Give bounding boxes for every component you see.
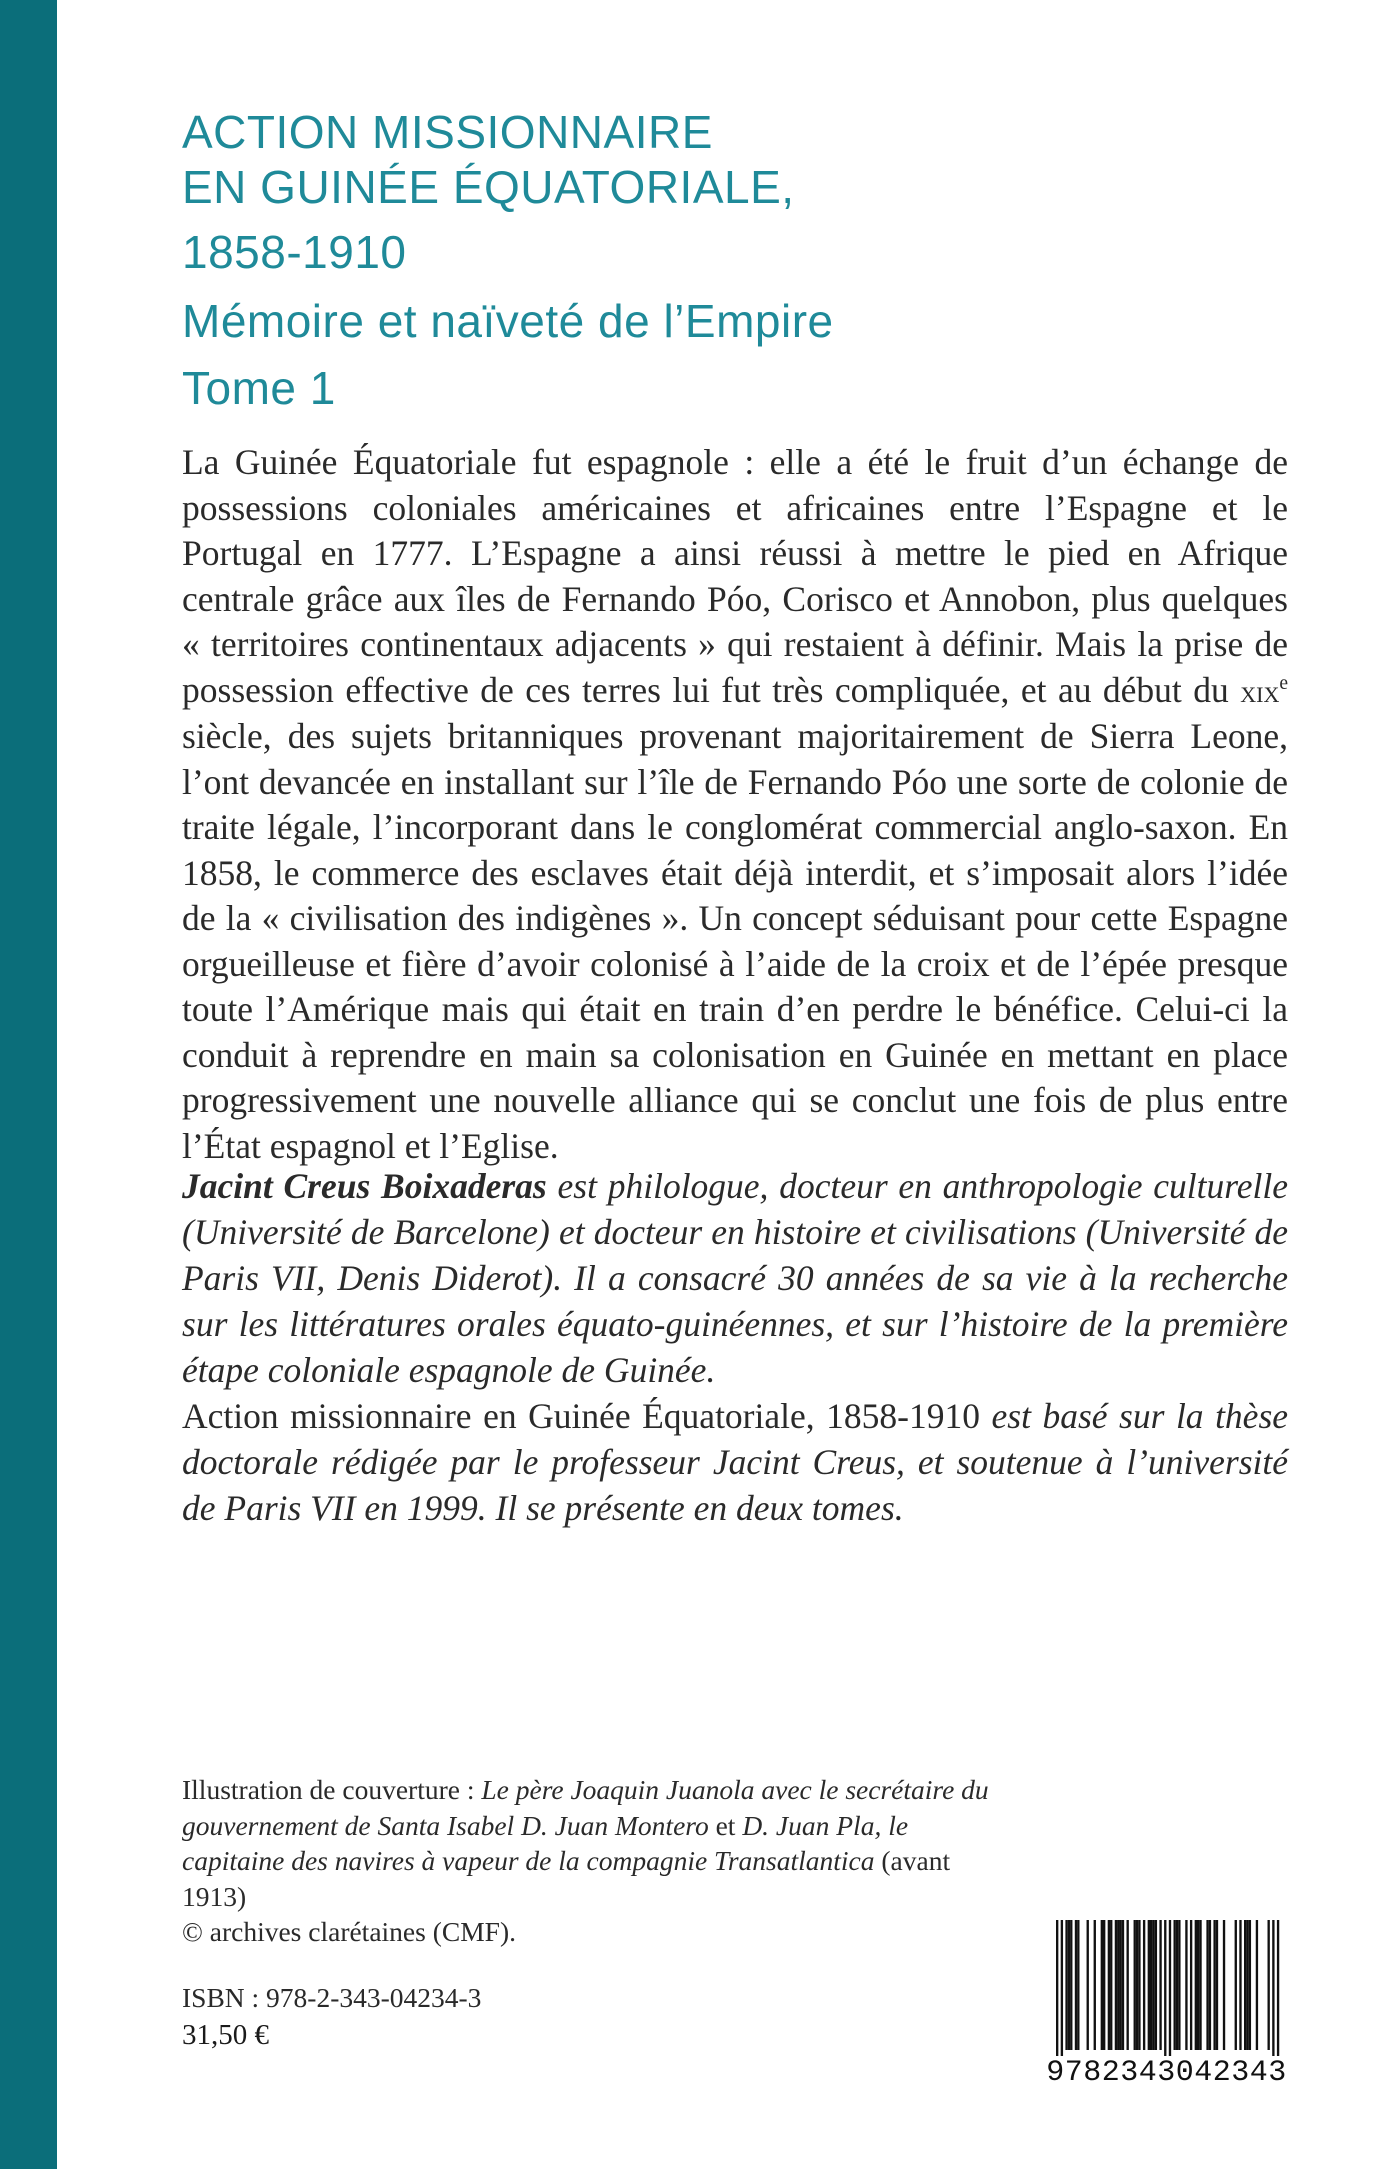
barcode-bar (1213, 1920, 1215, 2050)
author-bio (182, 1163, 1288, 1531)
summary-paragraph (182, 440, 1288, 1169)
book-title-years: 1858-1910 (182, 226, 407, 278)
barcode-bar (1206, 1920, 1208, 2050)
book-spine-band (0, 0, 57, 2169)
credits-copyright: © archives clarétaines (CMF). (182, 1916, 516, 1947)
barcode-bar (1117, 1920, 1119, 2050)
credits-label: Illustration de couverture : (182, 1774, 475, 1805)
barcode-bar (1249, 1920, 1251, 2050)
century-superscript: e (1279, 672, 1289, 694)
barcode-bar (1065, 1920, 1067, 2050)
barcode-bar (1122, 1920, 1124, 2050)
barcode-bar (1070, 1920, 1072, 2050)
isbn: ISBN : 978-2-343-04234-3 (182, 1982, 482, 2013)
book-basis-title: Action missionnaire en Guinée Équatoriale, 1858-1910 (182, 1396, 980, 1436)
barcode-bar (1244, 1920, 1246, 2050)
barcode-bar (1235, 1920, 1237, 2050)
barcode-bar (1272, 1920, 1274, 2056)
barcode-bar (1143, 1920, 1145, 2050)
barcode-bar (1239, 1920, 1241, 2050)
barcode-bar (1138, 1920, 1140, 2050)
barcode-bar (1199, 1920, 1201, 2050)
barcode-bar (1077, 1920, 1079, 2050)
book-basis-paragraph (182, 1393, 1288, 1531)
barcode-bar (1061, 1920, 1063, 2056)
credits-description-2: D. Juan Pla, le capitaine des navires à vapeur de la compagnie Transatlantica (182, 1809, 909, 1876)
barcode-bar (1127, 1920, 1129, 2050)
summary-text-part-2: siècle, des sujets britanniques provenant majoritairement de Sierra Leone, l’ont devancée en installant sur l’île de Fernando Póo une sorte de colonie de traite légale, l’incorporant dans le conglomérat commercial anglo-saxon. En 1858, le commerce des esclaves était déjà interdit, et s’imposait alors l’idée de la « civilisation des indigènes ». Un concept séduisant pour cette Espagne orgueilleuse et fière d’avoir colonisé à l’aide de la croix et de l’épée presque toute l’Amérique mais qui était en train d’en perdre le bénéfice. Celui-ci la conduit à reprendre en main sa colonisation en Guinée en mettant en place progressivement une nouvelle alliance qui se conclut une fois de plus entre l’État espagnol et l’Eglise. (182, 716, 1288, 1166)
barcode-bar (1152, 1920, 1154, 2050)
credits-date: (avant 1913) (182, 1845, 951, 1912)
barcode-bar (1268, 1920, 1270, 2050)
barcode-bar (1115, 1920, 1117, 2050)
book-subtitle: Mémoire et naïveté de l’Empire (182, 295, 834, 347)
barcode-bar (1223, 1920, 1225, 2050)
barcode-bar (1150, 1920, 1152, 2050)
author-bio-paragraph (182, 1163, 1288, 1393)
book-basis-text: est basé sur la thèse doctorale rédigée par le professeur Jacint Creus, et soutenue à l’université de Paris VII en 1999. Il se présente en deux tomes. (182, 1396, 1289, 1528)
barcode-bars (1043, 1918, 1290, 2058)
barcode-digits: 9782343042343 (1046, 2056, 1287, 2090)
barcode-bar (1190, 1920, 1192, 2050)
barcode (1043, 1918, 1290, 2092)
barcode-bar (1246, 1920, 1248, 2050)
barcode-bar (1209, 1920, 1211, 2050)
barcode-bar (1216, 1920, 1218, 2050)
summary-text-part-1: La Guinée Équatoriale fut espagnole : elle a été le fruit d’un échange de possessions coloniales américaines et africaines entre l’Espagne et le Portugal en 1777. L’Espagne a ainsi réussi à mettre le pied en Afrique centrale grâce aux îles de Fernando Póo, Corisco et Annobon, plus quelques « territoires continentaux adjacents » qui restaient à définir. Mais la prise de possession effective de ces terres lui fut très compliquée, et au début du (182, 442, 1288, 710)
barcode-bar (1174, 1920, 1176, 2050)
barcode-bar (1108, 1920, 1110, 2050)
barcode-bar (1159, 1920, 1161, 2050)
barcode-bar (1169, 1920, 1171, 2056)
barcode-bar (1087, 1920, 1089, 2050)
barcode-bar (1277, 1920, 1279, 2056)
barcode-bar (1176, 1920, 1178, 2050)
barcode-bar (1094, 1920, 1096, 2050)
barcode-bar (1178, 1920, 1180, 2050)
barcode-bar (1197, 1920, 1199, 2050)
barcode-bar (1148, 1920, 1150, 2050)
price: 31,50 € (182, 2019, 269, 2051)
book-title-line-2: EN GUINÉE ÉQUATORIALE, (182, 161, 795, 213)
cover-credits (182, 1772, 1012, 1950)
barcode-bar (1110, 1920, 1112, 2050)
barcode-bar (1103, 1920, 1105, 2050)
barcode-bar (1155, 1920, 1157, 2050)
author-name: Jacint Creus Boixaderas (182, 1166, 547, 1206)
barcode-bar (1256, 1920, 1258, 2050)
barcode-bar (1136, 1920, 1138, 2050)
barcode-bar (1068, 1920, 1070, 2050)
book-title-line-1: ACTION MISSIONNAIRE (182, 106, 713, 158)
barcode-bar (1119, 1920, 1121, 2050)
author-bio-text: est philologue, docteur en anthropologie culturelle (Université de Barcelone) et docteur en histoire et civilisations (Université de Paris VII, Denis Diderot). Il a consacré 30 années de sa vie à la recherche sur les littératures orales équato-guinéennes, et sur l’histoire de la première étape coloniale espagnole de Guinée. (182, 1166, 1289, 1390)
barcode-bar (1101, 1920, 1103, 2050)
title-block (182, 105, 1282, 423)
barcode-bar (1195, 1920, 1197, 2050)
barcode-bar (1134, 1920, 1136, 2050)
century-numeral: xix (1240, 673, 1280, 709)
credits-and: et (715, 1809, 736, 1841)
credits-description-1: Le père Joaquin Juanola avec le secrétaire du gouvernement de Santa Isabel D. Juan Montero (182, 1774, 989, 1841)
book-volume: Tome 1 (182, 362, 336, 414)
barcode-bar (1056, 1920, 1058, 2056)
barcode-bar (1185, 1920, 1187, 2050)
barcode-bar (1164, 1920, 1166, 2056)
barcode-bar (1075, 1920, 1077, 2050)
